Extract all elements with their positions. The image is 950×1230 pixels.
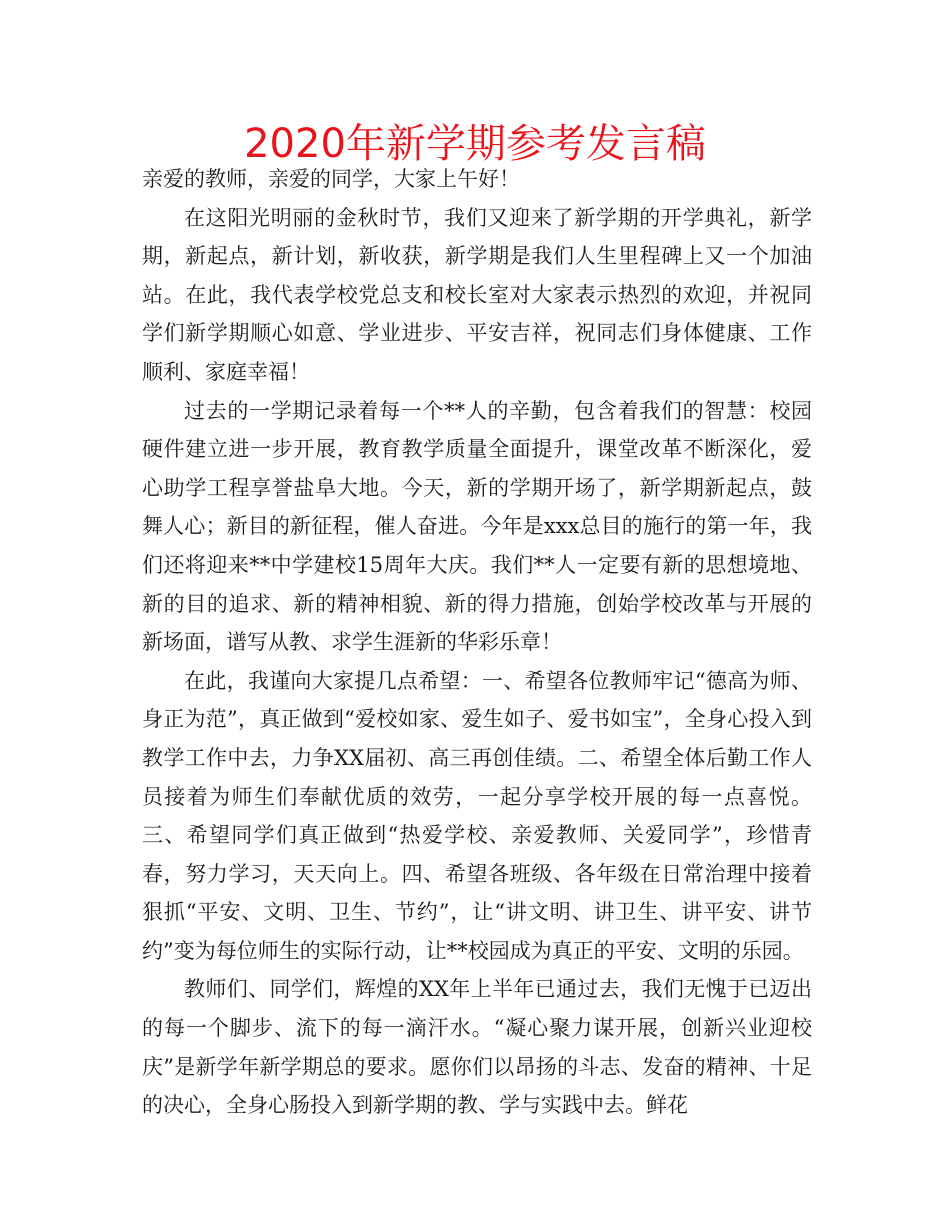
paragraph-4: 教师们、同学们，辉煌的XX年上半年已通过去，我们无愧于已迈出的每一个脚步、流下的每一滴汗水。“凝心聚力谋开展，创新兴业迎校庆”是新学年新学期总的要求。愿你们以昂扬的斗志、发奋的精神、十足的决心，全身心肠投入到新学期的教、学与实践中去。鲜花 — [142, 977, 812, 1118]
paragraph-3: 在此，我谨向大家提几点希望：一、希望各位教师牢记“德高为师、身正为范”，真正做到“爱校如家、爱生如子、爱书如宝”，全身心投入到教学工作中去，力争XX届初、高三再创佳绩。二、希望全体后勤工作人员接着为师生们奉献优质的效劳，一起分享学校开展的每一点喜悦。三、希望同学们真正做到“热爱学校、亲爱教师、关爱同学”，珍惜青春，努力学习，天天向上。四、希望各班级、各年级在日常治理中接着狠抓“平安、文明、卫生、节约”，让“讲文明、讲卫生、讲平安、讲节约”变为每位师生的实际行动，让**校园成为真正的平安、文明的乐园。 — [142, 668, 812, 963]
greeting-line: 亲爱的教师，亲爱的同学，大家上午好！ — [142, 167, 520, 191]
document-title: 2020年新学期参考发言稿 — [244, 121, 706, 167]
document-body — [142, 160, 812, 1125]
paragraph-2: 过去的一学期记录着每一个**人的辛勤，包含着我们的智慧：校园硬件建立进一步开展，教育教学质量全面提升，课堂改革不断深化，爱心助学工程享誉盐阜大地。今天，新的学期开场了，新学期新起点，鼓舞人心；新目的新征程，催人奋进。今年是xxx总目的施行的第一年，我们还将迎来**中学建校15周年大庆。我们**人一定要有新的思想境地、新的目的追求、新的精神相貌、新的得力措施，创始学校改革与开展的新场面，谱写从教、求学生涯新的华彩乐章！ — [142, 398, 812, 655]
paragraph-1: 在这阳光明丽的金秋时节，我们又迎来了新学期的开学典礼，新学期，新起点，新计划，新收获，新学期是我们人生里程碑上又一个加油站。在此，我代表学校党总支和校长室对大家表示热烈的欢迎，并祝同学们新学期顺心如意、学业进步、平安吉祥，祝同志们身体健康、工作顺利、家庭幸福！ — [142, 205, 812, 384]
